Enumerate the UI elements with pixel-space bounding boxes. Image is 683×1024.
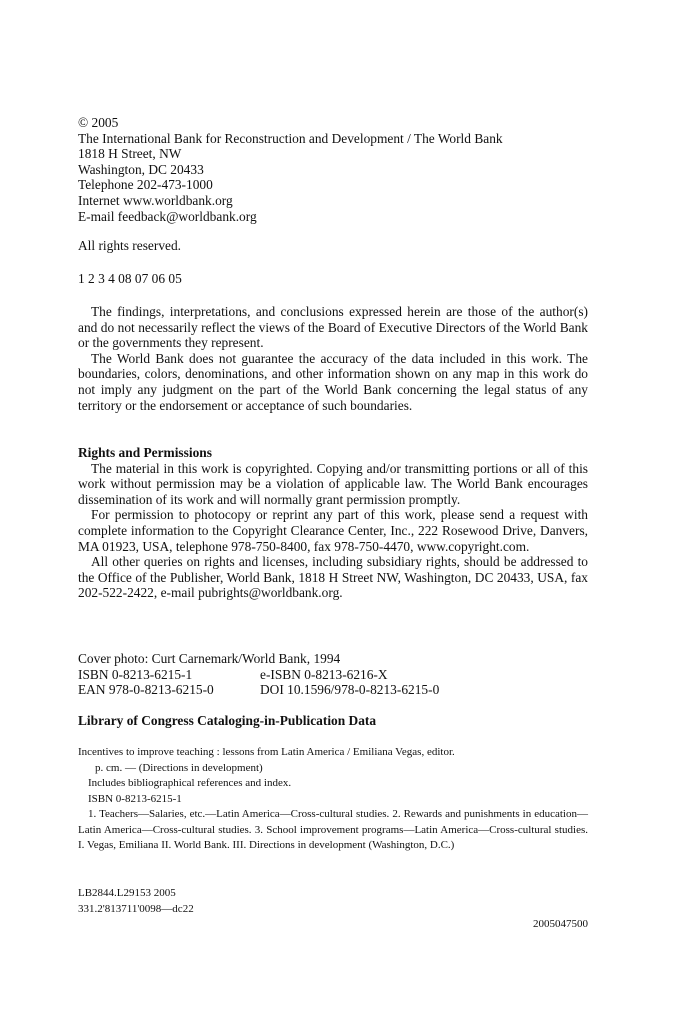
cip-subjects: 1. Teachers—Salaries, etc.—Latin America—Cross-cultural studies. 2. Rewards and punishments in education—Latin America—Cross-cultural studies. 3. School improvement programs—Latin America—Cross-cultural studies. I. Vegas, Emiliana II. World Bank. III. Directions in development (Washington, D.C.) [78, 808, 588, 851]
publisher-block [78, 115, 588, 224]
cip-classification [78, 886, 588, 933]
cip-isbn: ISBN 0-8213-6215-1 [88, 792, 182, 805]
eisbn: e-ISBN 0-8213-6216-X [260, 666, 388, 682]
publisher-email: E-mail feedback@worldbank.org [78, 208, 257, 224]
rights-heading: Rights and Permissions [78, 445, 212, 460]
isbn: ISBN 0-8213-6215-1 [78, 666, 193, 682]
cip-title-line: Incentives to improve teaching : lessons from Latin America / Emiliana Vegas, editor. [78, 746, 455, 758]
cover-photo-credit: Cover photo: Curt Carnemark/World Bank, 1994 [78, 651, 341, 666]
publisher-telephone: Telephone 202-473-1000 [78, 177, 213, 193]
ean-row [78, 682, 588, 698]
rights-reserved: All rights reserved. [78, 238, 182, 253]
publisher-name: The International Bank for Reconstruction and Development / The World Bank [78, 130, 503, 146]
rights-paragraph: The material in this work is copyrighted. Copying and/or transmitting portions or all of this work without permission may be a violation of applicable law. The World Bank encourages dissemination of its work and will normally grant permission promptly. [78, 460, 588, 507]
publisher-city: Washington, DC 20433 [78, 161, 204, 177]
disclaimer-paragraph: The findings, interpretations, and conclusions expressed herein are those of the author(s) and do not necessarily reflect the views of the Board of Executive Directors of the World Bank or the governments they represent. [78, 304, 588, 351]
publisher-internet: Internet www.worldbank.org [78, 192, 233, 208]
copyright-year: © 2005 [78, 115, 119, 130]
disclaimer-paragraph: The World Bank does not guarantee the accuracy of the data included in this work. The boundaries, colors, denominations, and other information shown on any map in this work do not imply any judgment on the part of the World Bank concerning the legal status of any territory or the endorsement or acceptance of such boundaries. [78, 350, 588, 413]
cip-includes: Includes bibliographical references and index. [88, 777, 292, 789]
dewey-class: 331.2'813711'0098—dc22 [78, 902, 194, 915]
cip-physical: p. cm. — (Directions in development) [95, 761, 263, 774]
disclaimer [78, 304, 588, 413]
ean: EAN 978-0-8213-6215-0 [78, 682, 214, 698]
isbn-row [78, 667, 588, 683]
lc-class: LB2844.L29153 2005 [78, 887, 176, 899]
printing-line: 1 2 3 4 08 07 06 05 [78, 271, 182, 286]
rights-permissions [78, 445, 588, 601]
lccn: 2005047500 [533, 918, 588, 930]
cip-heading: Library of Congress Cataloging-in-Publication Data [78, 713, 377, 728]
cip-record [78, 745, 588, 854]
doi: DOI 10.1596/978-0-8213-6215-0 [260, 682, 440, 698]
publisher-street: 1818 H Street, NW [78, 146, 182, 162]
rights-paragraph: For permission to photocopy or reprint any part of this work, please send a request with complete information to the Copyright Clearance Center, Inc., 222 Rosewood Drive, Danvers, MA 01923, USA, telephone 978-750-8400, fax 978-750-4470, www.copyright.com. [78, 507, 588, 554]
identifiers [78, 651, 588, 698]
rights-paragraph: All other queries on rights and licenses, including subsidiary rights, should be addressed to the Office of the Publisher, World Bank, 1818 H Street NW, Washington, DC 20433, USA, fax 202-522-2422, e-mail pubrights@worldbank.org. [78, 554, 588, 601]
